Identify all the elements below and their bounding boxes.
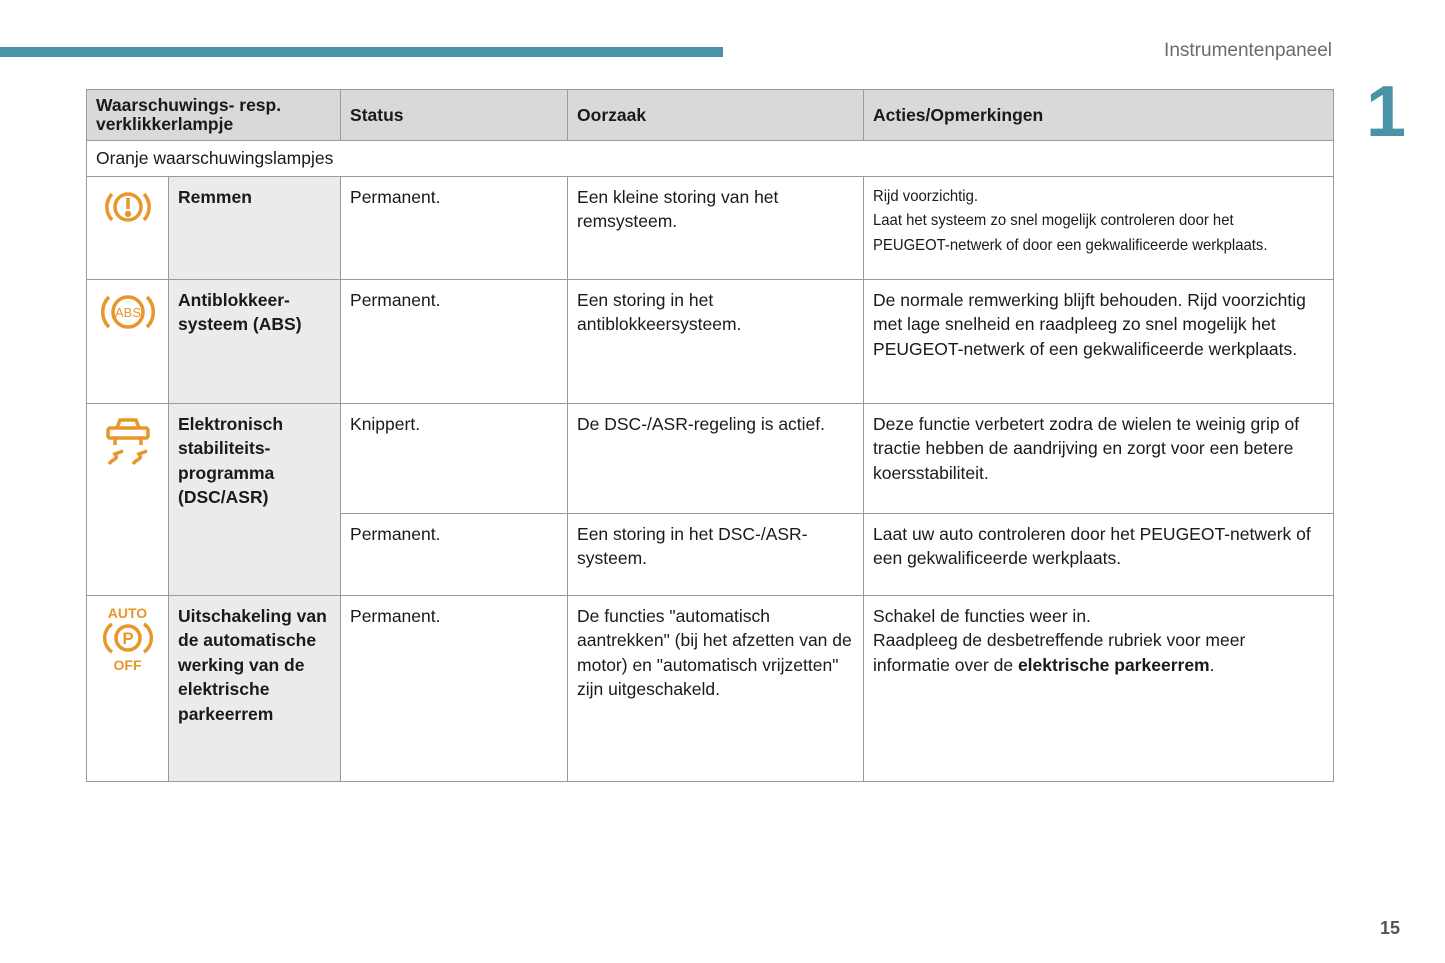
page-number: 15 xyxy=(1380,918,1401,938)
stability-control-icon xyxy=(103,414,153,468)
brake-warning-icon xyxy=(103,187,153,227)
column-header: Oorzaak xyxy=(568,90,864,141)
table-row xyxy=(87,279,1334,403)
status: Permanent. xyxy=(341,279,568,403)
header-bar xyxy=(0,47,723,57)
cause: Een storing in het antiblokkeersysteem. xyxy=(568,279,864,403)
actions: Rijd voorzichtig. Laat het systeem zo snel mogelijk controleren door het PEUGEOT-netwerk of door een gekwalificeerde werkplaats. xyxy=(864,176,1334,279)
chapter-number: 1 xyxy=(1366,72,1407,152)
section-title: Instrumentenpaneel xyxy=(1164,40,1332,61)
lamp-name: Elektronisch stabiliteits-programma (DSC/ASR) xyxy=(169,403,341,595)
abs-warning-icon xyxy=(100,290,156,334)
column-header: Status xyxy=(341,90,568,141)
table-header xyxy=(87,90,1334,141)
cause: Een kleine storing van het remsysteem. xyxy=(568,176,864,279)
svg-text:P: P xyxy=(121,628,134,648)
lamp-name: Uitschakeling van de automatische werking van de elektrische parkeerrem xyxy=(169,595,341,781)
actions: Laat uw auto controleren door het PEUGEOT-netwerk of een gekwalificeerde werkplaats. xyxy=(864,513,1334,595)
lamp-name: Antiblokkeer-systeem (ABS) xyxy=(169,279,341,403)
parking-brake-auto-off-icon: AUTO P OFF xyxy=(87,595,169,781)
section-label: Oranje waarschuwingslampjes xyxy=(87,141,1334,177)
table-row xyxy=(87,403,1334,513)
cause: Een storing in het DSC-/ASR-systeem. xyxy=(568,513,864,595)
status: Permanent. xyxy=(341,176,568,279)
lamp-name: Remmen xyxy=(169,176,341,279)
status: Permanent. xyxy=(341,513,568,595)
table-row xyxy=(87,595,1334,781)
status: Knippert. xyxy=(341,403,568,513)
status: Permanent. xyxy=(341,595,568,781)
cause: De functies "automatisch aantrekken" (bij het afzetten van de motor) en "automatisch vrijzetten" zijn uitgeschakeld. xyxy=(568,595,864,781)
column-header: Waarschuwings- resp. verklikkerlampje xyxy=(87,90,341,141)
actions: Schakel de functies weer in. Raadpleeg de desbetreffende rubriek voor meer informatie over de elektrische parkeerrem. xyxy=(864,595,1334,781)
cause: De DSC-/ASR-regeling is actief. xyxy=(568,403,864,513)
actions: De normale remwerking blijft behouden. Rijd voorzichtig met lage snelheid en raadpleeg zo snel mogelijk het PEUGEOT-netwerk of een gekwalificeerde werkplaats. xyxy=(864,279,1334,403)
actions: Deze functie verbetert zodra de wielen te weinig grip of tractie hebben de aandrijving en zorgt voor een betere koersstabiliteit. xyxy=(864,403,1334,513)
warning-lights-table xyxy=(86,89,1334,782)
svg-text:ABS: ABS xyxy=(114,304,141,320)
table-row xyxy=(87,176,1334,279)
column-header: Acties/Opmerkingen xyxy=(864,90,1334,141)
